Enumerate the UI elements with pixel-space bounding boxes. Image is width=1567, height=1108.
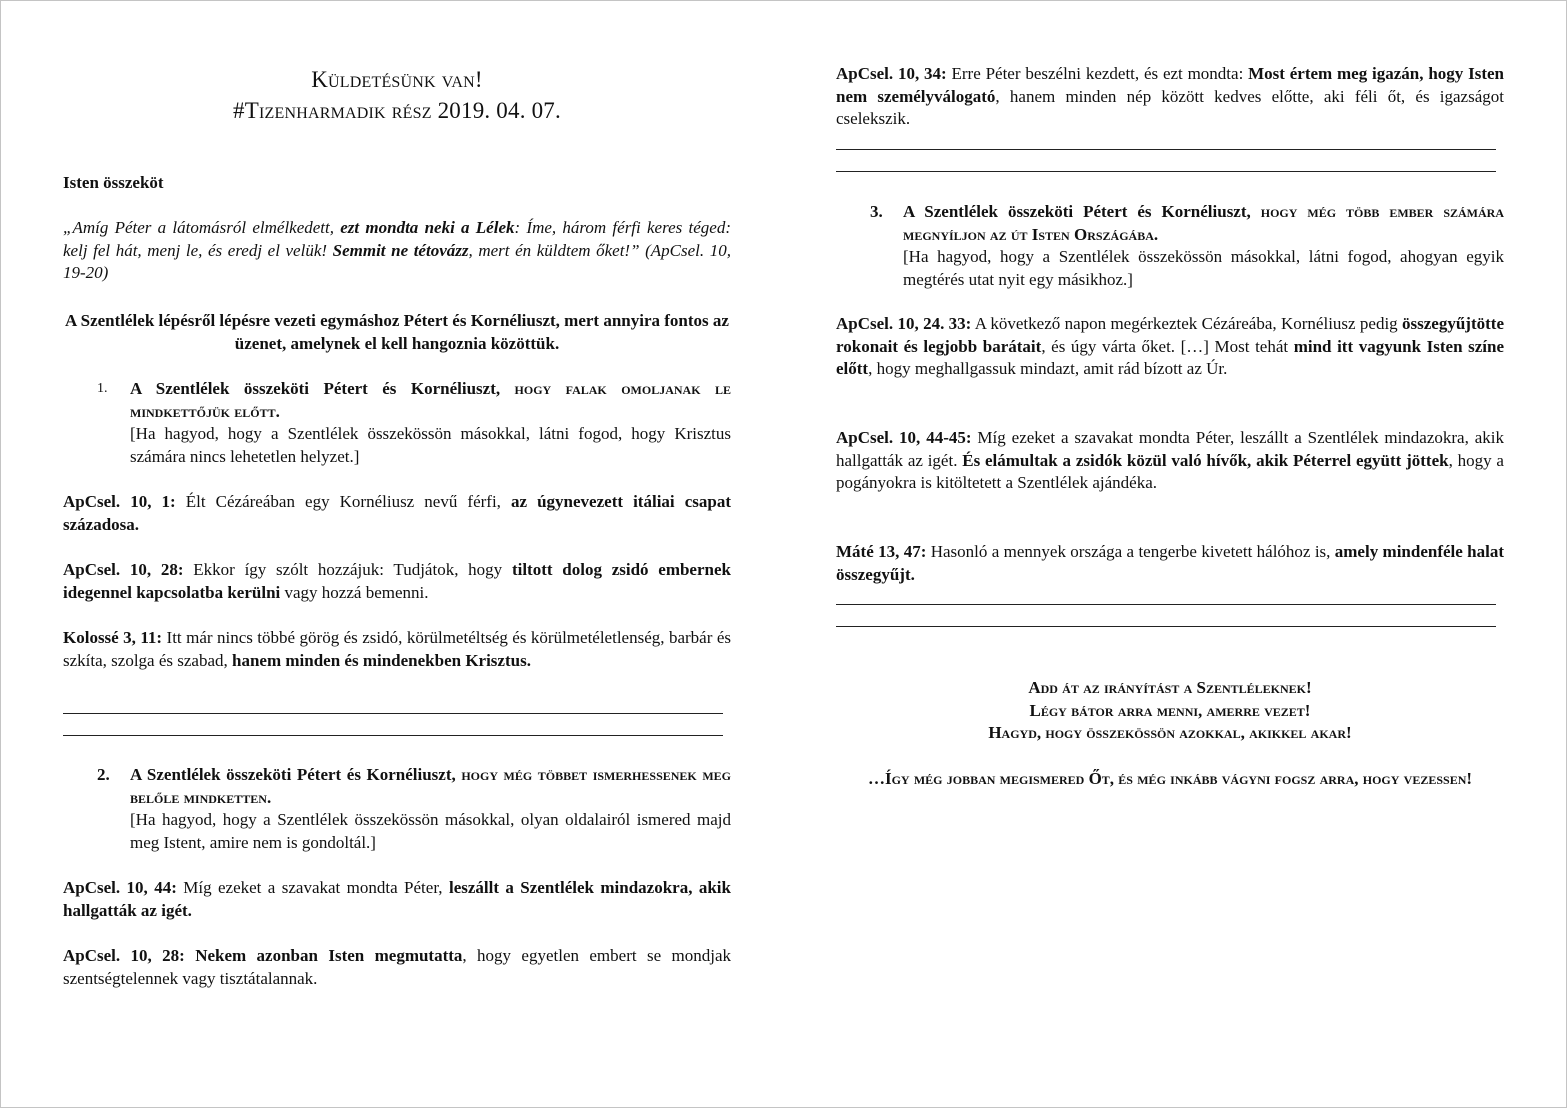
verse-mate-13-47 — [836, 541, 1504, 586]
verse-apcsel-10-34 — [836, 63, 1504, 131]
writing-line — [63, 735, 723, 736]
verse-text: A következő napon megérkeztek Cézáreába, Kornéliusz pedig — [971, 314, 1403, 333]
writing-line — [836, 626, 1496, 627]
verse-apcsel-10-28 — [63, 559, 731, 604]
verse-text: Erre Péter beszélni kezdett, és ezt mondta: — [946, 64, 1249, 83]
opening-quote — [63, 217, 731, 285]
closing-final: …Így még jobban megismered Őt, és még inkább vágyni fogsz arra, hogy vezessen! — [867, 769, 1473, 788]
verse-text: , hogy a pogányokra is kitöltetett a Szentlélek ajándéka. — [836, 450, 1504, 493]
closing-line-1: Add át az irányítást a Szentléleknek! — [1028, 678, 1312, 697]
verse-bold: Most értem meg igazán, hogy Isten nem személyválogató — [836, 64, 1504, 106]
verse-ref: ApCsel. 10, 34: — [836, 64, 947, 83]
verse-bold: És elámultak a zsidók közül való hívők, akik Péterrel együtt jöttek — [962, 450, 1449, 470]
verse-text: , hanem minden nép között kedves előtte, aki féli őt, és igazságot cselekszik. — [836, 86, 1504, 129]
closing-line-2: Légy bátor arra menni, amerre vezet! — [1029, 700, 1311, 720]
verse-bold: tiltott dolog zsidó embernek idegennel kapcsolatba kerülni — [63, 560, 731, 602]
point-number: 3. — [870, 202, 883, 221]
verse-bold: mind itt vagyunk Isten színe előtt — [836, 336, 1505, 379]
verse-text: Míg ezeket a szavakat mondta Péter, — [176, 878, 449, 897]
verse-bold: Nekem azonban Isten megmutatta — [184, 946, 463, 965]
closing-line-3: Hagyd, hogy összekössön azokkal, akikkel akar! — [988, 723, 1352, 743]
writing-line — [63, 713, 723, 714]
verse-ref: ApCsel. 10, 44-45: — [836, 428, 972, 447]
point-lead-smallcaps: , hogy falak omoljanak le mindkettőjük előtt. — [130, 379, 731, 421]
verse-text: Itt már nincs többé görög és zsidó, körülmetéltség és körülmetéletlenség, barbár és szkíta, szolga és szabad, — [63, 628, 731, 670]
verse-bold: az úgynevezett itáliai csapat századosa. — [63, 492, 731, 534]
verse-bold: összegyűjtötte rokonait és legjobb barátait — [836, 314, 1504, 356]
verse-apcsel-10-24-33 — [836, 313, 1504, 381]
verse-bold: hanem minden és mindenekben Krisztus. — [232, 650, 531, 670]
writing-line — [836, 604, 1496, 605]
verse-text: vagy hozzá bemenni. — [280, 582, 429, 602]
point-2 — [63, 764, 731, 854]
verse-ref: Kolossé 3, 11: — [63, 628, 163, 647]
writing-line — [836, 171, 1496, 172]
verse-ref: Máté 13, 47: — [836, 542, 927, 561]
verse-ref: ApCsel. 10, 44: — [63, 878, 177, 897]
verse-ref: ApCsel. 10, 24. 33: — [836, 314, 972, 333]
quote-bold: Semmit ne tétovázz — [332, 240, 469, 260]
verse-apcsel-10-1 — [63, 491, 731, 536]
quote-text: „Amíg Péter a látomásról elmélkedett, — [63, 218, 341, 237]
title-line-2: #Tizenharmadik rész 2019. 04. 07. — [233, 98, 561, 123]
page-title — [63, 64, 731, 126]
verse-bold: leszállt a Szentlélek mindazokra, akik hallgatták az igét. — [63, 878, 731, 920]
quote-text: , mert én küldtem őket!” (ApCsel. 10, 19-20) — [63, 240, 731, 283]
verse-bold: amely mindenféle halat összegyűjt. — [836, 542, 1505, 584]
writing-line — [836, 149, 1496, 150]
thesis-statement: A Szentlélek lépésről lépésre vezeti egymáshoz Pétert és Kornéliuszt, mert annyira fontos az üzenet, amelynek el kell hangoznia közöttük. — [65, 311, 729, 353]
point-1 — [63, 378, 731, 468]
verse-ref: ApCsel. 10, 28: — [63, 560, 184, 579]
verse-ref: ApCsel. 10, 1: — [63, 492, 176, 511]
point-note: [Ha hagyod, hogy a Szentlélek összekössön másokkal, olyan oldalairól ismered majd meg Istent, amire nem is gondoltál.] — [130, 810, 731, 852]
verse-text: , hogy egyetlen embert se mondjak szentségtelennek vagy tisztátalannak. — [63, 946, 731, 988]
quote-bold: ezt mondta neki a Lélek — [340, 218, 515, 237]
verse-apcsel-10-44-45 — [836, 427, 1504, 495]
verse-text: Ekkor így szólt hozzájuk: Tudjátok, hogy — [183, 560, 512, 579]
verse-text: , és úgy várta őket. […] Most tehát — [1041, 336, 1294, 356]
verse-text: Míg ezeket a szavakat mondta Péter, leszállt a Szentlélek mindazokra, akik hallgatták az igét. — [836, 428, 1505, 470]
verse-kolosse-3-11 — [63, 627, 731, 672]
point-note: [Ha hagyod, hogy a Szentlélek összekössön másokkal, látni fogod, ahogyan egyik megtérés utat nyit egy másikhoz.] — [903, 247, 1504, 289]
point-lead-smallcaps: , hogy még többet ismerhessenek meg belőle mindketten. — [130, 765, 731, 807]
verse-text: Hasonló a mennyek országa a tengerbe kivetett hálóhoz is, — [926, 542, 1335, 561]
title-line-1: Küldetésünk van! — [311, 67, 483, 92]
point-lead-smallcaps: , hogy még több ember számára megnyíljon az út Isten Országába. — [903, 202, 1504, 244]
verse-text: Élt Cézáreában egy Kornéliusz nevű férfi, — [175, 492, 511, 511]
verse-apcsel-10-44 — [63, 877, 731, 922]
point-lead: A Szentlélek összeköti Pétert és Kornéliuszt — [903, 202, 1247, 221]
verse-ref: ApCsel. 10, 28: — [63, 946, 185, 965]
point-number: 1. — [97, 381, 108, 396]
section-heading: Isten összeköt — [63, 173, 164, 192]
point-lead: A Szentlélek összeköti Pétert és Kornéliuszt — [130, 765, 452, 784]
closing-exhortation — [836, 677, 1504, 745]
point-note: [Ha hagyod, hogy a Szentlélek összekössön másokkal, látni fogod, hogy Krisztus számára nincs lehetetlen helyzet.] — [130, 424, 731, 466]
point-3 — [836, 201, 1504, 291]
quote-text: : Íme, három férfi keres téged: kelj fel hát, menj le, és eredj el velük! — [63, 218, 731, 260]
point-number: 2. — [97, 765, 110, 784]
verse-text: , hogy meghallgassuk mindazt, amit rád bízott az Úr. — [868, 359, 1228, 379]
verse-apcsel-10-28-b — [63, 945, 731, 990]
point-lead: A Szentlélek összeköti Pétert és Kornéliuszt — [130, 379, 496, 398]
